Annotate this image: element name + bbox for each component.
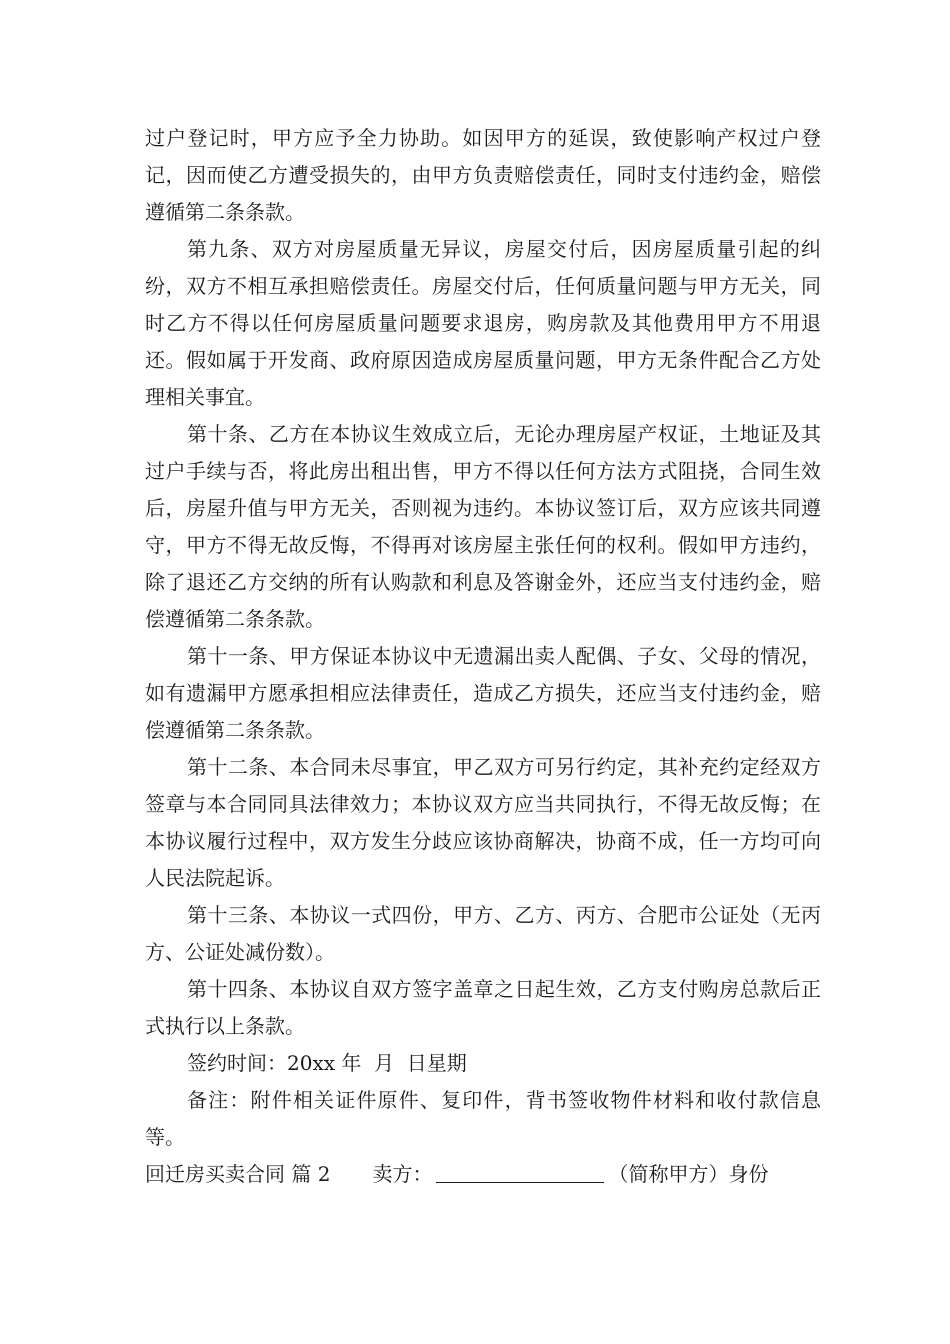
paragraph-article-9: 第九条、双方对房屋质量无异议，房屋交付后，因房屋质量引起的纠纷，双方不相互承担赔偿责任。房屋交付后，任何质量问题与甲方无关，同时乙方不得以任何房屋质量问题要求退房，购房款及其他费用甲方不用退还。假如属于开发商、政府原因造成房屋质量问题，甲方无条件配合乙方处理相关事宜。 [145, 237, 821, 409]
paragraph-article-12: 第十二条、本合同未尽事宜，甲乙双方可另行约定，其补充约定经双方签章与本合同同具法律效力；本协议双方应当共同执行，不得无故反悔；在本协议履行过程中，双方发生分歧应该协商解决，协商不成，任一方均可向人民法院起诉。 [145, 755, 821, 890]
paragraph-remark: 备注：附件相关证件原件、复印件，背书签收物件材料和收付款信息等。 [145, 1088, 821, 1149]
paragraph-article-11: 第十一条、甲方保证本协议中无遗漏出卖人配偶、子女、父母的情况，如有遗漏甲方愿承担相应法律责任，造成乙方损失，还应当支付违约金，赔偿遵循第二条条款。 [145, 644, 821, 742]
paragraph-article-13: 第十三条、本协议一式四份，甲方、乙方、丙方、合肥市公证处（无丙方、公证处减份数）。 [145, 903, 821, 964]
paragraph-article-10: 第十条、乙方在本协议生效成立后，无论办理房屋产权证，土地证及其过户手续与否，将此房出租出售，甲方不得以任何方法方式阻挠，合同生效后，房屋升值与甲方无关，否则视为违约。本协议签订后，双方应该共同遵守，甲方不得无故反悔，不得再对该房屋主张任何的权利。假如甲方违约，除了退还乙方交纳的所有认购款和利息及答谢金外，还应当支付违约金，赔偿遵循第二条条款。 [145, 422, 821, 631]
paragraph-sign-date: 签约时间：20xx 年 月 日星期 [187, 1051, 467, 1075]
paragraph-article-14: 第十四条、本协议自双方签字盖章之日起生效，乙方支付购房总款后正式执行以上条款。 [145, 977, 821, 1038]
seller-label: 卖方： [372, 1162, 433, 1186]
seller-suffix: （简称甲方）身份 [608, 1162, 769, 1186]
paragraph-continuation: 过户登记时，甲方应予全力协助。如因甲方的延误，致使影响产权过户登记，因而使乙方遭受损失的，由甲方负责赔偿责任，同时支付违约金，赔偿遵循第二条条款。 [145, 126, 821, 224]
section-title: 回迁房买卖合同 篇 2 [145, 1162, 331, 1186]
section-header-line [145, 1156, 821, 1193]
document-body [145, 120, 821, 1193]
seller-name-blank [436, 1158, 604, 1183]
